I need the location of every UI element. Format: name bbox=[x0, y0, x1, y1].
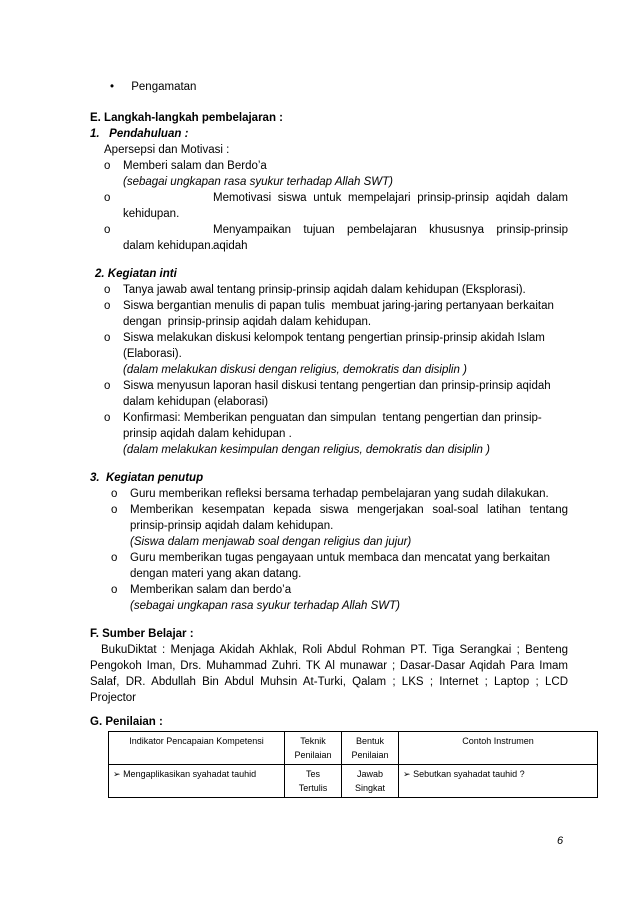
list-item-note: (dalam melakukan diskusi dengan religius, demokratis dan disiplin ) bbox=[123, 364, 467, 376]
list-item-continuation: dalam kehidupan. bbox=[123, 240, 214, 252]
list-item: Menyampaikan tujuan pembelajaran khususnya prinsip-prinsip aqidah bbox=[213, 224, 568, 252]
header-bentuk-line2: Penilaian bbox=[351, 750, 389, 760]
list-item: Siswa bergantian menulis di papan tulis membuat jaring-jaring pertanyaan berkaitan bbox=[123, 300, 554, 312]
list-item-continuation: dengan materi yang akan datang. bbox=[130, 568, 302, 580]
page-number: 6 bbox=[557, 835, 564, 847]
list-marker: o bbox=[104, 412, 111, 424]
bullet-text: Pengamatan bbox=[131, 81, 197, 93]
kegiatan-penutup-heading: 3. Kegiatan penutup bbox=[90, 472, 204, 484]
list-item-continuation: prinsip-prinsip aqidah dalam kehidupan. bbox=[130, 520, 334, 532]
cell-teknik-line1: Tes bbox=[305, 769, 320, 779]
header-teknik-line1: Teknik bbox=[300, 736, 326, 746]
list-marker: o bbox=[111, 584, 118, 596]
table-header-cell bbox=[109, 732, 285, 765]
list-marker: o bbox=[104, 192, 111, 204]
table-header-cell bbox=[342, 732, 399, 765]
list-item: Memberikan salam dan berdo’a bbox=[130, 584, 292, 596]
list-item: Memotivasi siswa untuk mempelajari prinsip-prinsip aqidah dalam bbox=[213, 192, 568, 204]
list-item-note: (sebagai ungkapan rasa syukur terhadap Allah SWT) bbox=[123, 176, 393, 188]
table-cell bbox=[109, 765, 285, 798]
table-row bbox=[109, 765, 598, 798]
list-item: Siswa melakukan diskusi kelompok tentang pengertian prinsip-prinsip akidah Islam bbox=[123, 332, 545, 344]
list-item-note: (sebagai ungkapan rasa syukur terhadap Allah SWT) bbox=[130, 600, 400, 612]
list-item: Guru memberikan tugas pengayaan untuk membaca dan mencatat yang berkaitan bbox=[130, 552, 551, 564]
table-cell bbox=[285, 765, 342, 798]
list-marker: o bbox=[104, 160, 111, 172]
list-marker: o bbox=[104, 300, 111, 312]
header-indikator: Indikator Pencapaian Kompetensi bbox=[129, 736, 264, 746]
list-item: Guru memberikan refleksi bersama terhadap pembelajaran yang sudah dilakukan. bbox=[130, 488, 549, 500]
header-bentuk-line1: Bentuk bbox=[355, 736, 385, 746]
list-item-continuation: prinsip aqidah dalam kehidupan . bbox=[123, 428, 292, 440]
list-item-continuation: dengan prinsip-prinsip aqidah dalam kehidupan. bbox=[123, 316, 372, 328]
list-item: Tanya jawab awal tentang prinsip-prinsip aqidah dalam kehidupan (Eksplorasi). bbox=[123, 284, 526, 296]
sumber-line: Salaf, DR. Abdullah Bin Abdul Muhsin At-Turki, Qalam ; LKS ; Internet ; Laptop ; LCD bbox=[90, 676, 568, 688]
table-cell bbox=[399, 765, 598, 798]
header-contoh: Contoh Instrumen bbox=[462, 736, 534, 746]
cell-teknik-line2: Tertulis bbox=[298, 783, 328, 793]
section-g-heading: G. Penilaian : bbox=[90, 716, 163, 728]
list-item-note: (Siswa dalam menjawab soal dengan religius dan jujur) bbox=[130, 536, 412, 548]
list-item: Memberi salam dan Berdo’a bbox=[123, 160, 267, 172]
list-item: Siswa menyusun laporan hasil diskusi tentang pengertian dan prinsip-prinsip aqidah bbox=[123, 380, 551, 392]
top-bullet-item bbox=[110, 80, 196, 96]
list-marker: o bbox=[111, 504, 118, 516]
list-marker: o bbox=[111, 488, 118, 500]
list-item-note: (dalam melakukan kesimpulan dengan religius, demokratis dan disiplin ) bbox=[123, 444, 490, 456]
section-f-heading: F. Sumber Belajar : bbox=[90, 628, 194, 640]
list-marker: o bbox=[104, 284, 111, 296]
pendahuluan-heading: 1. Pendahuluan : bbox=[90, 128, 189, 140]
table-header-cell bbox=[285, 732, 342, 765]
cell-bentuk-line1: Jawab bbox=[356, 769, 383, 779]
arrow-bullet-icon: ➢ bbox=[113, 769, 121, 779]
list-item: Memberikan kesempatan kepada siswa mengerjakan soal-soal latihan tentang bbox=[130, 504, 568, 516]
list-marker: o bbox=[104, 224, 111, 236]
table-header-cell bbox=[399, 732, 598, 765]
cell-contoh: Sebutkan syahadat tauhid ? bbox=[413, 769, 525, 779]
header-teknik-line2: Penilaian bbox=[294, 750, 332, 760]
cell-indikator: Mengaplikasikan syahadat tauhid bbox=[123, 769, 257, 779]
list-marker: o bbox=[111, 552, 118, 564]
cell-bentuk-line2: Singkat bbox=[354, 783, 386, 793]
list-item: Konfirmasi: Memberikan penguatan dan simpulan tentang pengertian dan prinsip- bbox=[123, 412, 542, 424]
list-marker: o bbox=[104, 380, 111, 392]
kegiatan-inti-heading: 2. Kegiatan inti bbox=[95, 268, 177, 280]
sumber-line: Pengokoh Iman, Drs. Muhammad Zuhri. TK Al munawar ; Dasar-Dasar Aqidah Para Imam bbox=[90, 660, 568, 672]
bullet-marker: • bbox=[110, 81, 115, 93]
pendahuluan-subheading: Apersepsi dan Motivasi : bbox=[104, 144, 230, 156]
sumber-line: BukuDiktat : Menjaga Akidah Akhlak, Roli Abdul Rohman PT. Tiga Serangkai ; Benteng bbox=[101, 644, 568, 656]
section-e-heading: E. Langkah-langkah pembelajaran : bbox=[90, 112, 283, 124]
table-header-row bbox=[109, 732, 598, 765]
table-cell bbox=[342, 765, 399, 798]
list-marker: o bbox=[104, 332, 111, 344]
penilaian-table bbox=[108, 731, 598, 798]
list-item-continuation: (Elaborasi). bbox=[123, 348, 182, 360]
sumber-line: Projector bbox=[90, 692, 137, 704]
arrow-bullet-icon: ➢ bbox=[403, 769, 411, 779]
list-item-continuation: dalam kehidupan (elaborasi) bbox=[123, 396, 269, 408]
list-item-continuation: kehidupan. bbox=[123, 208, 180, 220]
